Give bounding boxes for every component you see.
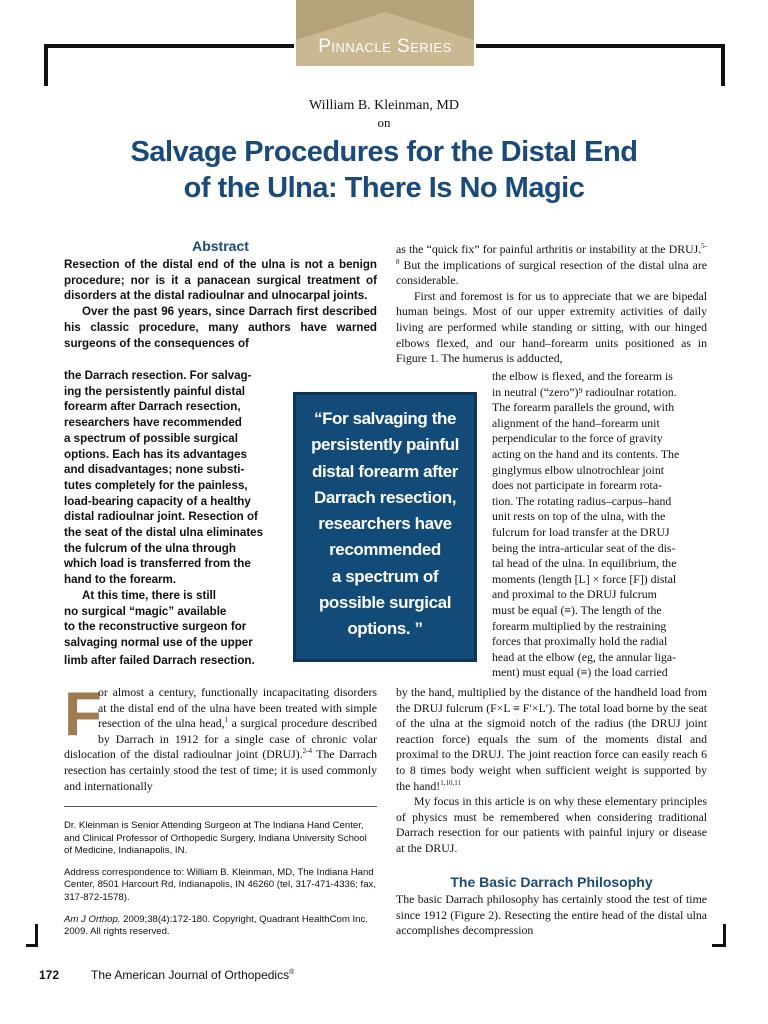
body-right-paragraph-2-end: by the hand, multiplied by the distance of the handheld load from the DRUJ fulcrum (F×L ≡ F′×L′). The total load borne by the seat of the ulna at the sigmoid notch of the radius (the DRUJ joint reaction force) equals the sum of the moments distal and proximal to the DRUJ. The joint reaction force can easily reach 6 to 8 times body weight when sufficient weight is supported by the hand!$^{1,10,11}$: [396, 685, 707, 793]
series-label: Pinnacle Series: [318, 36, 452, 57]
body-line: The forearm parallels the ground, with: [492, 400, 675, 415]
frame-corner-br-v: [723, 924, 726, 947]
body-line: in neutral (“zero”)⁹ radioulnar rotation.: [492, 384, 677, 399]
pull-quote-line: recommended: [329, 540, 441, 560]
frame-corner-tr-v: [721, 44, 725, 86]
article-title-line-2: of the Ulna: There Is No Magic: [183, 172, 585, 204]
body-line: acting on the hand and its contents. The: [492, 446, 680, 461]
abstract-line: the seat of the distal ulna eliminates: [64, 526, 264, 540]
body-line: ment) must equal (≡) the load carried: [492, 665, 668, 680]
body-line: unit rests on top of the ulna, with the: [492, 509, 666, 524]
citation-sup: 2-4: [302, 747, 312, 756]
frame-corner-bl-v: [35, 924, 38, 947]
body-line: perpendicular to the force of gravity: [492, 431, 663, 446]
body-line: forearm multiplied by the restraining: [492, 618, 667, 633]
pull-quote-line: Darrach resection,: [313, 487, 457, 507]
pull-quote-line: distal forearm after: [312, 461, 458, 481]
abstract-line: the fulcrum of the ulna through: [64, 541, 236, 555]
abstract-line: and disadvantages; none substi-: [64, 463, 245, 477]
author-name: William B. Kleinman, MD: [309, 98, 459, 113]
abstract-line: hand to the forearm.: [64, 573, 177, 587]
abstract-line: the Darrach resection. For salvag-: [64, 369, 252, 382]
body-right-top: [396, 242, 707, 367]
body-left-text: or almost a century, functionally incapacitating disorders at the distal end of the ulna have been treated with simple resection of the ulna head,: [98, 685, 377, 731]
abstract-line: At this time, there is still: [82, 588, 217, 602]
pull-quote-line: possible surgical: [318, 593, 452, 613]
pull-quote-line: options. ”: [347, 619, 423, 639]
abstract-paragraph-1: Resection of the distal end of the ulna is not a benign procedure; nor is it a panacean surgical treatment of disorders at the distal radioulnar and ulnocarpal joints.: [64, 258, 377, 303]
affiliation-block: [64, 820, 377, 948]
body-line: moments (length [L] × force [F]) distal: [492, 571, 677, 586]
body-right-paragraph-1: as the “quick fix” for painful arthritis or instability at the DRUJ.$^{5-8}$ But the implications of surgical resection of the distal ulna are considerable.: [396, 242, 707, 288]
page-number: 172: [39, 968, 60, 982]
article-title-line-1: Salvage Procedures for the Distal End: [130, 136, 638, 168]
body-left-text-2: a surgical procedure described by Darrach in 1912 for a single case of chronic volar dislocation of the distal radioulnar joint (DRUJ).: [64, 716, 377, 762]
body-line: must be equal (≡). The length of the: [492, 602, 662, 617]
pull-quote-line: a spectrum of: [331, 566, 439, 586]
pull-quote-line: “For salvaging the: [313, 409, 457, 428]
body-line: fulcrum for load transfer at the DRUJ: [492, 524, 670, 539]
body-right-narrow-column: [492, 369, 707, 681]
pull-quote-line: persistently painful: [311, 435, 459, 455]
abstract-line: tutes completely for the painless,: [64, 478, 248, 492]
body-line: the elbow is flexed, and the forearm is: [492, 369, 673, 383]
body-line: and proximal to the DRUJ fulcrum: [492, 587, 657, 602]
abstract-line: ing the persistently painful distal: [64, 384, 246, 398]
body-line: does not participate in forearm rota-: [492, 478, 663, 493]
abstract-line: options. Each has its advantages: [64, 447, 247, 461]
body-line: ginglymus elbow ulnotrochlear joint: [492, 462, 665, 477]
abstract-last-line: limb after failed Darrach resection.: [64, 654, 255, 667]
abstract-heading: Abstract: [192, 238, 249, 254]
body-left-column: [64, 680, 378, 794]
abstract-line: distal radioulnar joint. Resection of: [64, 510, 258, 524]
correspondence-text: Address correspondence to: William B. Kleinman, MD, The Indiana Hand Center, 8501 Harcourt Rd, Indianapolis, IN 46260 (tel, 317-471-4336; fax, 317-872-1578).: [64, 866, 376, 903]
body-right-paragraph-2: First and foremost is for us to appreciate that we are bipedal human beings. Most of our upper extremity activities of daily living are performed while standing or sitting, with our hinged elbows flexed, and our hand–forearm units positioned as in Figure 1. The humerus is adducted,: [396, 288, 707, 366]
abstract-line: salvaging normal use of the upper: [64, 635, 253, 649]
body-right-bottom: [396, 685, 707, 857]
abstract-line: to the reconstructive surgeon for: [64, 620, 247, 634]
body-line: head at the elbow (eg, the annular liga-: [492, 649, 677, 664]
abstract-line: researchers have recommended: [64, 416, 242, 430]
abstract-line: which load is transferred from the: [64, 557, 251, 571]
abstract-line: forearm after Darrach resection,: [64, 400, 241, 414]
affiliation-top-rule: [64, 806, 377, 807]
author-on: on: [377, 115, 391, 130]
drop-cap: F: [64, 680, 102, 749]
body-line: tion. The rotating radius–carpus–hand: [492, 493, 672, 508]
body-line: being the intra-articular seat of the dis-: [492, 540, 676, 555]
body-left-text-3: The Darrach resection has certainly stood the test of time; it is used commonly and internationally: [64, 747, 378, 793]
abstract-narrow-column: [64, 368, 281, 651]
body-line: tal head of the ulna. In equilibrium, the: [492, 556, 677, 571]
body-right-paragraph-3: My focus in this article is on why these elementary principles of physics must be remembered when considering traditional Darrach resection for our patients with painful injury or disease at the DRUJ.: [396, 794, 707, 855]
frame-corner-tl-h: [44, 44, 294, 48]
abstract-line: a spectrum of possible surgical: [64, 431, 238, 445]
abstract-paragraph-2-start: Over the past 96 years, since Darrach first described his classic procedure, many authors have warned surgeons of the consequences of: [64, 305, 377, 350]
body-right-paragraph-4: The basic Darrach philosophy has certainly stood the test of time since 1912 (Figure 2). Resecting the entire head of the distal ulna accomplishes decompression: [396, 892, 707, 938]
section-heading: The Basic Darrach Philosophy: [450, 874, 653, 890]
journal-name: The American Journal of Orthopedics®: [91, 968, 295, 982]
affiliation-text: Dr. Kleinman is Senior Attending Surgeon at The Indiana Hand Center, and Clinical Professor of Orthopedic Surgery, Indiana University School of Medicine, Indianapolis, IN.: [64, 820, 367, 857]
abstract-line: load-bearing capacity of a healthy: [64, 494, 251, 508]
citation-sup: 1: [224, 716, 229, 725]
pull-quote-text: [300, 406, 470, 643]
pull-quote-line: researchers have: [318, 514, 452, 534]
frame-corner-tl-v: [44, 44, 48, 86]
abstract-line: no surgical “magic” available: [64, 604, 227, 618]
body-line: alignment of the hand–forearm unit: [492, 415, 660, 430]
citation-text: Am J Orthop. 2009;38(4):172-180. Copyright, Quadrant HealthCom Inc. 2009. All rights reserved.: [64, 913, 368, 938]
body-line: forces that proximally hold the radial: [492, 634, 668, 649]
abstract-full-width: [64, 257, 377, 351]
frame-corner-tr-h: [476, 44, 725, 48]
